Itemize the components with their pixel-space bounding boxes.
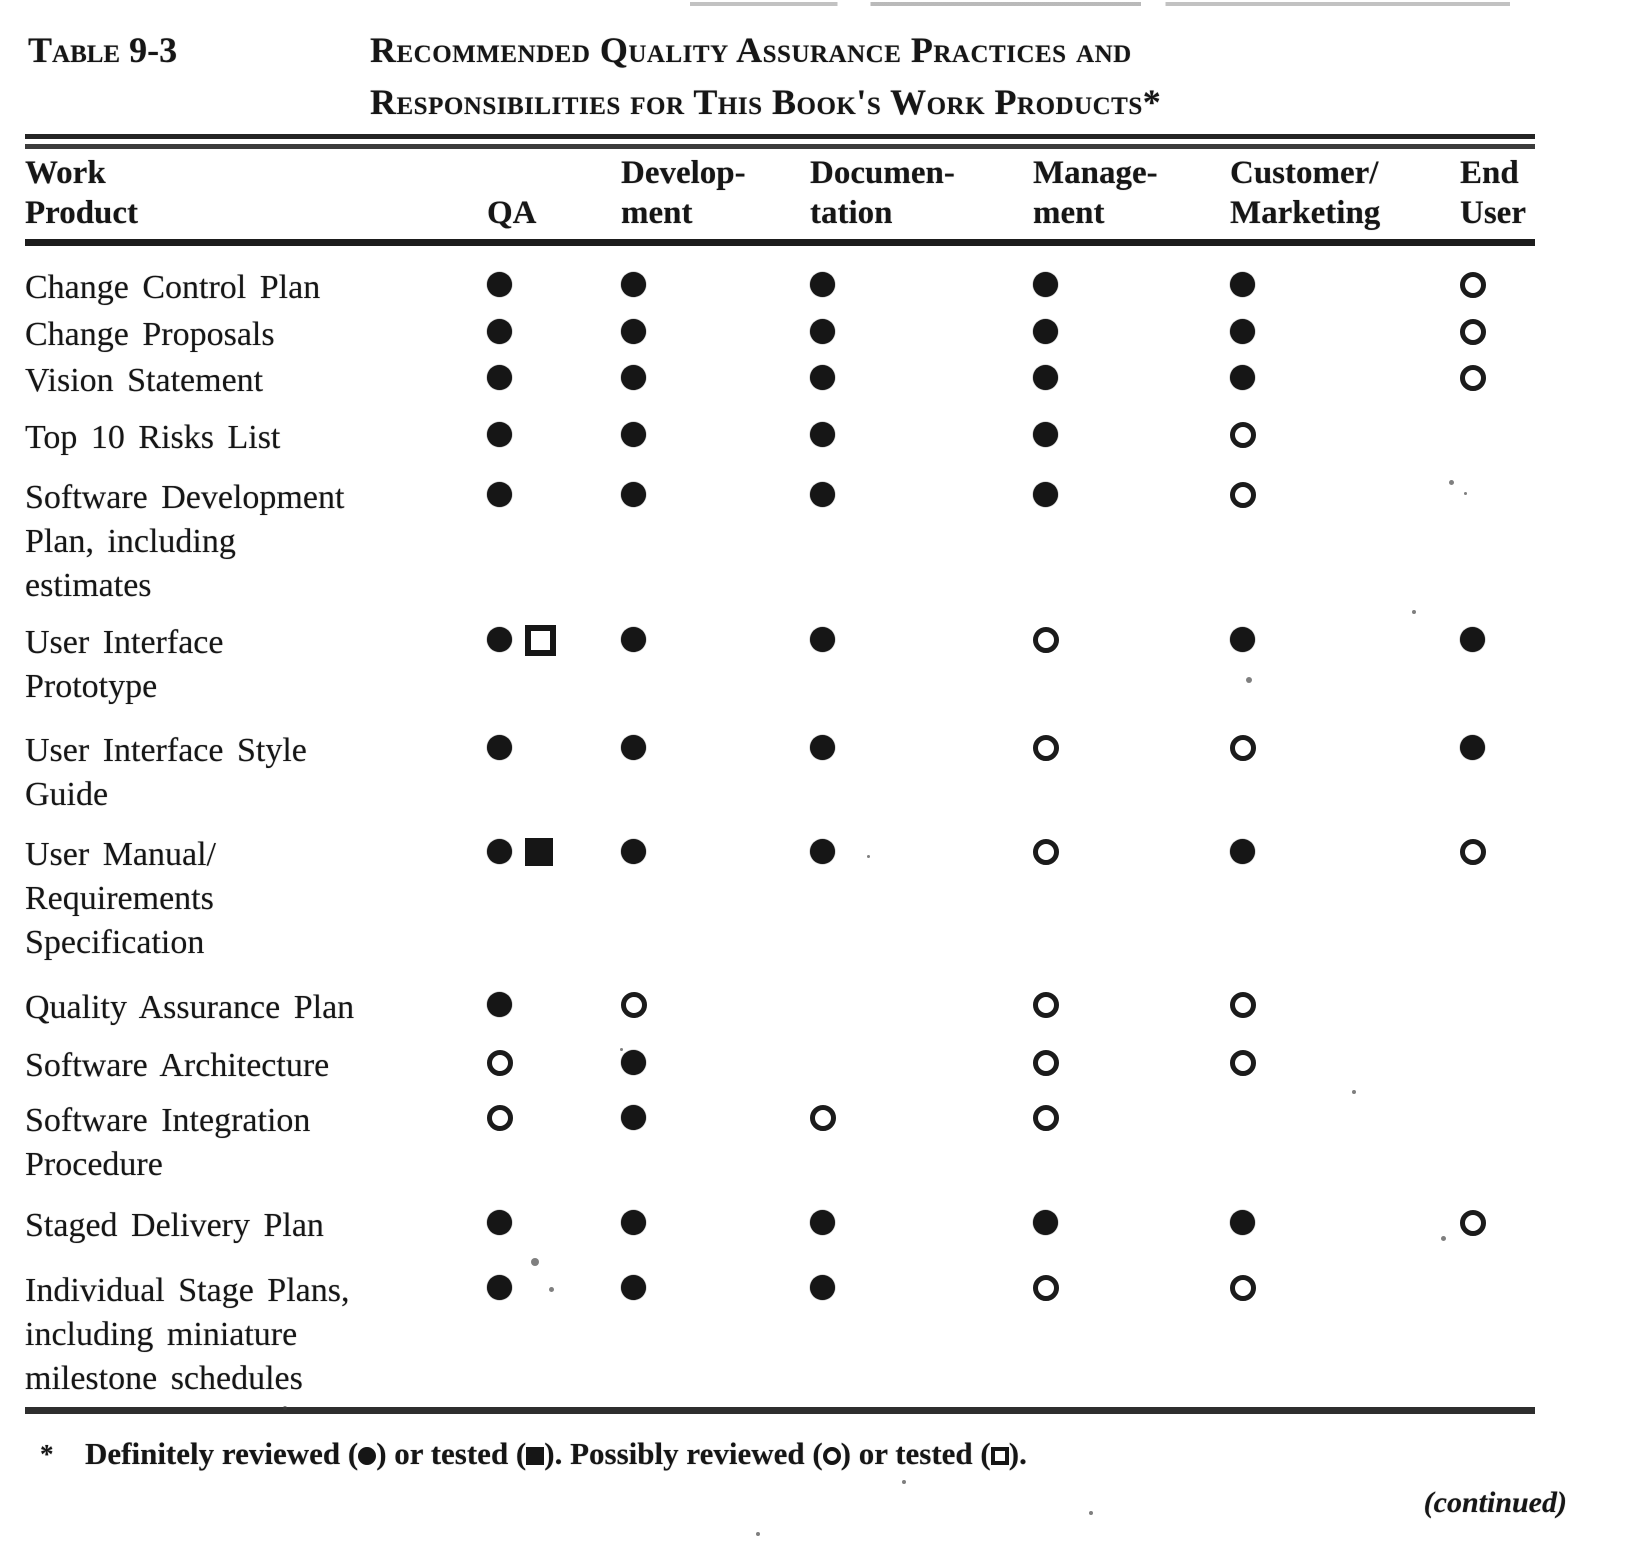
table-row — [25, 359, 1535, 403]
cell-end_user — [1460, 986, 1535, 1030]
cell-end_user — [1460, 1044, 1535, 1088]
column-header-management: Manage- ment — [1033, 155, 1158, 231]
cell-end_user — [1460, 1099, 1535, 1187]
filled-circle-marker — [487, 1210, 512, 1235]
footnote — [40, 1434, 1632, 1474]
open-circle-marker — [1033, 1050, 1059, 1076]
filled-circle-marker — [810, 1275, 835, 1300]
cell-customer_marketing — [1230, 1204, 1460, 1248]
column-header-documentation: Documen- tation — [810, 155, 955, 231]
cell-end_user — [1460, 416, 1535, 460]
work-product-name: Quality Assurance Plan — [25, 989, 355, 1026]
open-circle-marker — [487, 1105, 513, 1131]
table-row — [25, 476, 1535, 608]
cell-management — [1033, 1269, 1230, 1401]
filled-circle-marker — [487, 839, 512, 864]
table-row — [25, 416, 1535, 460]
cell-documentation — [810, 833, 1033, 965]
cell-end_user — [1460, 359, 1535, 403]
cell-qa — [487, 313, 621, 357]
cell-documentation — [810, 1269, 1033, 1401]
filled-circle-marker — [1230, 365, 1255, 390]
open-circle-marker — [1230, 992, 1256, 1018]
cell-customer_marketing — [1230, 621, 1460, 709]
work-product-name: Software Architecture — [25, 1047, 330, 1084]
cell-management — [1033, 313, 1230, 357]
open-square-marker — [525, 625, 556, 656]
legend-symbol-filled-circle — [358, 1447, 376, 1465]
column-header-customer_marketing: Customer/ Marketing — [1230, 155, 1381, 231]
filled-circle-marker — [810, 1210, 835, 1235]
filled-circle-marker — [810, 365, 835, 390]
filled-circle-marker — [810, 272, 835, 297]
header-bottom-rule — [25, 239, 1535, 246]
filled-circle-marker — [1033, 272, 1058, 297]
legend-symbol-open-circle — [823, 1447, 841, 1465]
legend-symbol-filled-square — [526, 1447, 544, 1465]
work-product-name: Change Control Plan — [25, 269, 321, 306]
cell-customer_marketing — [1230, 359, 1460, 403]
table-title-line2: Responsibilities for This Book's Work Products* — [370, 82, 1162, 122]
open-circle-marker — [1460, 365, 1486, 391]
table-row — [25, 1044, 1535, 1088]
cell-qa — [487, 476, 621, 608]
filled-circle-marker — [1230, 272, 1255, 297]
cell-end_user — [1460, 621, 1535, 709]
table-row — [25, 833, 1535, 965]
work-product-name: Vision Statement — [25, 362, 264, 399]
work-product-name: Software Development Plan, including estimates — [25, 479, 345, 604]
cell-management — [1033, 416, 1230, 460]
cell-end_user — [1460, 266, 1535, 310]
column-header-work_product: Work Product — [25, 155, 139, 231]
filled-circle-marker — [621, 319, 646, 344]
open-circle-marker — [1033, 1275, 1059, 1301]
filled-circle-marker — [1230, 839, 1255, 864]
cell-qa — [487, 1269, 621, 1401]
work-product-name: Staged Delivery Plan — [25, 1207, 324, 1244]
cell-management — [1033, 266, 1230, 310]
continued-label: (continued) — [1423, 1486, 1567, 1519]
cell-development — [621, 1269, 810, 1401]
cell-documentation — [810, 416, 1033, 460]
open-circle-marker — [1230, 735, 1256, 761]
cell-customer_marketing — [1230, 313, 1460, 357]
cell-development — [621, 1204, 810, 1248]
filled-circle-marker — [487, 482, 512, 507]
cell-development — [621, 621, 810, 709]
cell-documentation — [810, 1099, 1033, 1187]
cell-documentation — [810, 313, 1033, 357]
open-circle-marker — [487, 1050, 513, 1076]
cell-management — [1033, 621, 1230, 709]
table-title-line1: Recommended Quality Assurance Practices and — [370, 30, 1132, 70]
work-product-name: Software Integration Procedure — [25, 1102, 311, 1183]
cell-customer_marketing — [1230, 266, 1460, 310]
open-circle-marker — [1230, 1275, 1256, 1301]
filled-circle-marker — [621, 1275, 646, 1300]
filled-circle-marker — [621, 272, 646, 297]
cell-management — [1033, 729, 1230, 817]
filled-circle-marker — [621, 839, 646, 864]
cell-development — [621, 313, 810, 357]
filled-circle-marker — [810, 422, 835, 447]
open-circle-marker — [621, 992, 647, 1018]
table-row — [25, 986, 1535, 1030]
open-circle-marker — [1033, 1105, 1059, 1131]
cell-qa — [487, 1099, 621, 1187]
filled-circle-marker — [810, 627, 835, 652]
open-circle-marker — [1460, 1210, 1486, 1236]
cell-documentation — [810, 359, 1033, 403]
filled-circle-marker — [1033, 365, 1058, 390]
work-product-name: User Interface Style Guide — [25, 732, 307, 813]
filled-circle-marker — [621, 627, 646, 652]
cell-documentation — [810, 1204, 1033, 1248]
cell-end_user — [1460, 1269, 1535, 1401]
filled-circle-marker — [1460, 735, 1485, 760]
filled-circle-marker — [810, 735, 835, 760]
cell-documentation — [810, 476, 1033, 608]
cell-customer_marketing — [1230, 729, 1460, 817]
cell-development — [621, 416, 810, 460]
work-product-name: Top 10 Risks List — [25, 419, 281, 456]
open-circle-marker — [1460, 839, 1486, 865]
cell-management — [1033, 476, 1230, 608]
cell-management — [1033, 359, 1230, 403]
table-title-block — [0, 0, 1632, 128]
cell-qa — [487, 416, 621, 460]
filled-circle-marker — [1230, 1210, 1255, 1235]
table-row — [25, 1204, 1535, 1248]
cell-development — [621, 359, 810, 403]
filled-circle-marker — [487, 272, 512, 297]
footnote-text: Definitely reviewed ( ) or tested ( ). Possibly reviewed ( ) or tested ( ). — [85, 1436, 1027, 1471]
cell-qa — [487, 833, 621, 965]
cell-customer_marketing — [1230, 1099, 1460, 1187]
filled-circle-marker — [621, 1210, 646, 1235]
cell-documentation — [810, 729, 1033, 817]
cell-documentation — [810, 1044, 1033, 1088]
open-circle-marker — [810, 1105, 836, 1131]
cell-management — [1033, 833, 1230, 965]
table-row — [25, 729, 1535, 817]
open-circle-marker — [1230, 422, 1256, 448]
filled-circle-marker — [1033, 422, 1058, 447]
filled-circle-marker — [1230, 319, 1255, 344]
cell-documentation — [810, 986, 1033, 1030]
cell-development — [621, 1044, 810, 1088]
work-product-name: Change Proposals — [25, 316, 275, 353]
table-header-row — [25, 149, 1535, 239]
cell-development — [621, 986, 810, 1030]
column-header-qa: QA — [487, 195, 537, 231]
column-header-end_user: End User — [1460, 155, 1526, 231]
filled-circle-marker — [487, 627, 512, 652]
open-circle-marker — [1033, 735, 1059, 761]
cell-development — [621, 266, 810, 310]
cell-qa — [487, 621, 621, 709]
filled-circle-marker — [1033, 1210, 1058, 1235]
cell-management — [1033, 1204, 1230, 1248]
cell-end_user — [1460, 1204, 1535, 1248]
filled-square-marker — [525, 838, 553, 866]
filled-circle-marker — [621, 365, 646, 390]
open-circle-marker — [1033, 839, 1059, 865]
table-body — [25, 266, 1535, 1401]
filled-circle-marker — [1460, 627, 1485, 652]
table-row — [25, 1269, 1535, 1401]
top-double-rule — [25, 134, 1535, 149]
filled-circle-marker — [810, 319, 835, 344]
filled-circle-marker — [487, 735, 512, 760]
cell-documentation — [810, 621, 1033, 709]
cell-qa — [487, 266, 621, 310]
filled-circle-marker — [621, 482, 646, 507]
table-row — [25, 313, 1535, 357]
work-product-name: Individual Stage Plans, including miniature milestone schedules — [25, 1272, 350, 1397]
column-header-development: Develop- ment — [621, 155, 746, 231]
filled-circle-marker — [487, 365, 512, 390]
cell-customer_marketing — [1230, 986, 1460, 1030]
filled-circle-marker — [487, 319, 512, 344]
open-circle-marker — [1230, 1050, 1256, 1076]
cell-development — [621, 1099, 810, 1187]
cell-qa — [487, 986, 621, 1030]
work-product-name: User Interface Prototype — [25, 624, 224, 705]
filled-circle-marker — [621, 1050, 646, 1075]
cell-qa — [487, 1044, 621, 1088]
cell-end_user — [1460, 476, 1535, 608]
cell-documentation — [810, 266, 1033, 310]
table-row — [25, 621, 1535, 709]
filled-circle-marker — [1033, 482, 1058, 507]
filled-circle-marker — [1033, 319, 1058, 344]
cell-management — [1033, 1044, 1230, 1088]
open-circle-marker — [1033, 627, 1059, 653]
open-circle-marker — [1230, 482, 1256, 508]
legend-symbol-open-square — [991, 1447, 1009, 1465]
filled-circle-marker — [810, 482, 835, 507]
cell-customer_marketing — [1230, 1044, 1460, 1088]
cell-development — [621, 729, 810, 817]
cell-qa — [487, 729, 621, 817]
work-product-name: User Manual/ Requirements Specification — [25, 836, 217, 961]
cell-customer_marketing — [1230, 416, 1460, 460]
cell-qa — [487, 1204, 621, 1248]
cell-customer_marketing — [1230, 476, 1460, 608]
cell-customer_marketing — [1230, 1269, 1460, 1401]
cell-end_user — [1460, 833, 1535, 965]
filled-circle-marker — [621, 1105, 646, 1130]
cell-end_user — [1460, 729, 1535, 817]
footnote-asterisk: * — [40, 1439, 54, 1469]
open-circle-marker — [1033, 992, 1059, 1018]
filled-circle-marker — [487, 422, 512, 447]
filled-circle-marker — [487, 1275, 512, 1300]
cell-qa — [487, 359, 621, 403]
open-circle-marker — [1460, 319, 1486, 345]
filled-circle-marker — [487, 992, 512, 1017]
table-row — [25, 1099, 1535, 1187]
filled-circle-marker — [621, 735, 646, 760]
filled-circle-marker — [621, 422, 646, 447]
cell-management — [1033, 986, 1230, 1030]
scan-artifact-line — [690, 2, 1510, 6]
table-bottom-rule — [25, 1407, 1535, 1414]
cell-customer_marketing — [1230, 833, 1460, 965]
table-number-label: Table 9-3 — [28, 30, 178, 70]
cell-development — [621, 833, 810, 965]
filled-circle-marker — [1230, 627, 1255, 652]
table-title — [370, 24, 1161, 128]
cell-development — [621, 476, 810, 608]
cell-end_user — [1460, 313, 1535, 357]
open-circle-marker — [1460, 272, 1486, 298]
cell-management — [1033, 1099, 1230, 1187]
filled-circle-marker — [810, 839, 835, 864]
table-row — [25, 266, 1535, 310]
